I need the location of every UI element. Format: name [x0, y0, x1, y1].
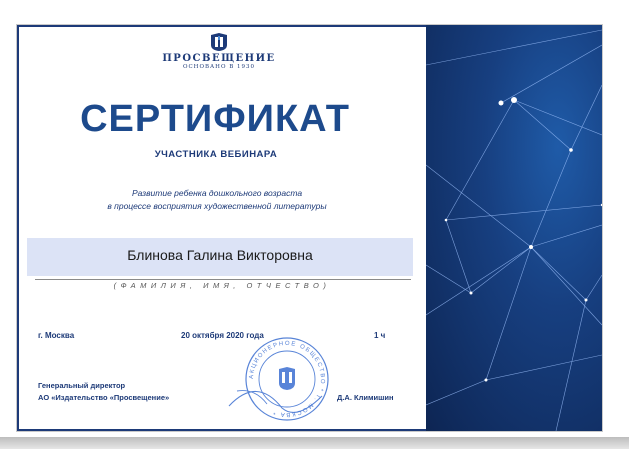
- topic-line-2: в процессе восприятия художественной литературы: [107, 201, 327, 211]
- webinar-topic: [57, 187, 377, 213]
- official-seal: [227, 336, 337, 422]
- certificate-title: СЕРТИФИКАТ: [80, 98, 350, 140]
- topic-line-1: Развитие ребенка дошкольного возраста: [131, 188, 303, 198]
- publisher-logo: [157, 32, 281, 70]
- signer-position: [38, 380, 169, 404]
- city: г. Москва: [38, 331, 75, 340]
- signer-name: Д.А. Климишин: [337, 393, 394, 402]
- certificate-page: [16, 24, 603, 432]
- hours: 1 ч: [374, 331, 386, 340]
- publisher-name: ПРОСВЕЩЕНИЕ: [162, 53, 276, 64]
- signer-position-line-2: АО «Издательство «Просвещение»: [38, 393, 170, 402]
- date: 20 октября 2020 года: [181, 331, 264, 340]
- network-decor-panel: [426, 25, 602, 431]
- participant-name: Блинова Галина Викторовна: [127, 247, 313, 263]
- signer-position-line-1: Генеральный директор: [38, 381, 126, 390]
- seal-logo-icon: [279, 367, 295, 390]
- network-lines: [426, 25, 602, 431]
- name-hint: (ФАМИЛИЯ, ИМЯ, ОТЧЕСТВО): [113, 281, 331, 290]
- publisher-since: ОСНОВАНО В 1930: [182, 64, 256, 70]
- certificate-frame: [17, 25, 426, 431]
- book-shield-icon: [209, 32, 229, 52]
- seal-ring-text: АКЦИОНЕРНОЕ ОБЩЕСТВО * Г. МОСКВА *: [248, 340, 326, 418]
- name-underline: [35, 279, 411, 280]
- page-shadow: [0, 437, 629, 449]
- certificate-subtitle: УЧАСТНИКА ВЕБИНАРА: [154, 149, 278, 160]
